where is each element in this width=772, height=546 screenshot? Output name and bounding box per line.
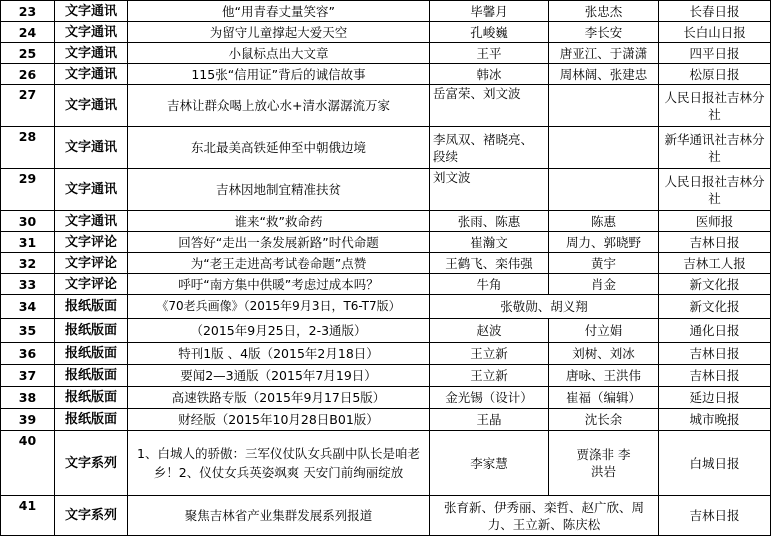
table-row <box>1 127 771 169</box>
row-title: 他“用青春丈量笑容” <box>128 1 430 22</box>
table-row <box>1 232 771 253</box>
row-editor: 崔福（编辑） <box>549 387 659 409</box>
table-row <box>1 85 771 127</box>
row-author: 孔峻巍 <box>430 22 549 43</box>
row-author: 王鹤飞、栾伟强 <box>430 253 549 274</box>
row-author: 岳富荣、刘文波 <box>430 85 549 127</box>
row-author: 王晶 <box>430 409 549 431</box>
row-category: 文字通讯 <box>55 64 128 85</box>
row-editor: 周林阔、张建忠 <box>549 64 659 85</box>
table-row <box>1 211 771 232</box>
row-number: 40 <box>1 431 55 496</box>
row-publication: 医师报 <box>659 211 771 232</box>
table-row <box>1 431 771 496</box>
row-title: 呼吁“南方集中供暖”考虑过成本吗？ <box>128 274 430 295</box>
table-row <box>1 365 771 387</box>
table-row <box>1 253 771 274</box>
row-category: 文字评论 <box>55 274 128 295</box>
table-row <box>1 319 771 343</box>
row-publication: 吉林日报 <box>659 232 771 253</box>
row-number: 33 <box>1 274 55 295</box>
row-editor: 黄宇 <box>549 253 659 274</box>
row-title: 115张“信用证”背后的诚信故事 <box>128 64 430 85</box>
row-category: 文字通讯 <box>55 127 128 169</box>
row-publication: 人民日报社吉林分社 <box>659 85 771 127</box>
row-author: 韩冰 <box>430 64 549 85</box>
row-category: 文字系列 <box>55 431 128 496</box>
row-category: 文字系列 <box>55 496 128 536</box>
row-author: 张敬勋、胡义翔 <box>430 295 659 319</box>
row-editor: 肖金 <box>549 274 659 295</box>
row-publication: 城市晚报 <box>659 409 771 431</box>
row-author: 金光锡（设计） <box>430 387 549 409</box>
row-category: 报纸版面 <box>55 365 128 387</box>
table-row <box>1 169 771 211</box>
row-number: 27 <box>1 85 55 127</box>
row-title: 高速铁路专版（2015年9月17日5版） <box>128 387 430 409</box>
row-title: （2015年9月25日，2-3通版） <box>128 319 430 343</box>
row-author: 王立新 <box>430 343 549 365</box>
row-category: 报纸版面 <box>55 319 128 343</box>
table-row <box>1 343 771 365</box>
row-publication: 松原日报 <box>659 64 771 85</box>
row-title: 《70老兵画像》（2015年9月3日，T6-T7版） <box>128 295 430 319</box>
row-title: 1、白城人的骄傲：三军仪仗队女兵副中队长是咱老乡！2、仪仗女兵英姿飒爽 天安门前绚丽绽放 <box>128 431 430 496</box>
row-publication: 吉林工人报 <box>659 253 771 274</box>
table-row <box>1 409 771 431</box>
table-row <box>1 43 771 64</box>
row-number: 26 <box>1 64 55 85</box>
row-author: 王平 <box>430 43 549 64</box>
row-author: 张育新、伊秀丽、栾哲、赵广欣、周力、王立新、陈庆松 <box>430 496 659 536</box>
row-publication: 通化日报 <box>659 319 771 343</box>
table-row <box>1 22 771 43</box>
row-number: 30 <box>1 211 55 232</box>
row-category: 文字通讯 <box>55 85 128 127</box>
row-number: 38 <box>1 387 55 409</box>
row-publication: 长春日报 <box>659 1 771 22</box>
row-number: 24 <box>1 22 55 43</box>
row-author: 李家慧 <box>430 431 549 496</box>
row-title: 特刊1版 、4版（2015年2月18日） <box>128 343 430 365</box>
row-number: 31 <box>1 232 55 253</box>
row-editor <box>549 127 659 169</box>
row-category: 报纸版面 <box>55 387 128 409</box>
row-editor: 唐咏、王洪伟 <box>549 365 659 387</box>
row-number: 36 <box>1 343 55 365</box>
row-number: 37 <box>1 365 55 387</box>
row-editor: 周力、郭晓野 <box>549 232 659 253</box>
row-publication: 吉林日报 <box>659 365 771 387</box>
row-publication: 人民日报社吉林分社 <box>659 169 771 211</box>
row-author: 张雨、陈惠 <box>430 211 549 232</box>
row-number: 29 <box>1 169 55 211</box>
table-row <box>1 274 771 295</box>
row-number: 35 <box>1 319 55 343</box>
row-title: 财经版（2015年10月28日B01版） <box>128 409 430 431</box>
row-category: 报纸版面 <box>55 295 128 319</box>
row-number: 23 <box>1 1 55 22</box>
row-title: 为留守儿童撑起大爱天空 <box>128 22 430 43</box>
row-editor: 贾涤非 李洪岩 <box>549 431 659 496</box>
row-title: 谁来“救”救命药 <box>128 211 430 232</box>
row-author: 崔瀚文 <box>430 232 549 253</box>
row-editor: 刘树、刘冰 <box>549 343 659 365</box>
row-author: 王立新 <box>430 365 549 387</box>
row-author: 李凤双、褚晓亮、段续 <box>430 127 549 169</box>
row-number: 34 <box>1 295 55 319</box>
row-publication: 吉林日报 <box>659 496 771 536</box>
row-publication: 长白山日报 <box>659 22 771 43</box>
row-author: 刘文波 <box>430 169 549 211</box>
row-publication: 新文化报 <box>659 295 771 319</box>
row-category: 报纸版面 <box>55 409 128 431</box>
row-editor: 沈长余 <box>549 409 659 431</box>
row-number: 41 <box>1 496 55 536</box>
row-number: 39 <box>1 409 55 431</box>
row-title: 东北最美高铁延伸至中朝俄边境 <box>128 127 430 169</box>
table-row <box>1 1 771 22</box>
row-category: 文字评论 <box>55 253 128 274</box>
row-editor: 唐亚江、于潇潇 <box>549 43 659 64</box>
row-title: 为“老王走进高考试卷命题”点赞 <box>128 253 430 274</box>
row-title: 吉林让群众喝上放心水+清水潺潺流万家 <box>128 85 430 127</box>
row-category: 文字评论 <box>55 232 128 253</box>
row-editor: 付立娟 <box>549 319 659 343</box>
row-editor: 李长安 <box>549 22 659 43</box>
row-editor <box>549 169 659 211</box>
row-category: 文字通讯 <box>55 211 128 232</box>
row-category: 文字通讯 <box>55 1 128 22</box>
row-author: 牛角 <box>430 274 549 295</box>
row-editor <box>549 85 659 127</box>
row-category: 文字通讯 <box>55 43 128 64</box>
row-title: 回答好“走出一条发展新路”时代命题 <box>128 232 430 253</box>
row-title: 小鼠标点出大文章 <box>128 43 430 64</box>
row-publication: 新文化报 <box>659 274 771 295</box>
row-publication: 延边日报 <box>659 387 771 409</box>
row-editor: 陈惠 <box>549 211 659 232</box>
table-row <box>1 64 771 85</box>
table-row <box>1 496 771 536</box>
row-author: 赵波 <box>430 319 549 343</box>
table-row <box>1 295 771 319</box>
row-publication: 吉林日报 <box>659 343 771 365</box>
row-publication: 四平日报 <box>659 43 771 64</box>
row-title: 聚焦吉林省产业集群发展系列报道 <box>128 496 430 536</box>
row-category: 文字通讯 <box>55 22 128 43</box>
row-title: 吉林因地制宜精准扶贫 <box>128 169 430 211</box>
row-author: 毕馨月 <box>430 1 549 22</box>
row-number: 32 <box>1 253 55 274</box>
row-number: 25 <box>1 43 55 64</box>
row-publication: 新华通讯社吉林分社 <box>659 127 771 169</box>
row-category: 报纸版面 <box>55 343 128 365</box>
row-number: 28 <box>1 127 55 169</box>
table-row <box>1 387 771 409</box>
row-title: 要闻2—3通版（2015年7月19日） <box>128 365 430 387</box>
row-publication: 白城日报 <box>659 431 771 496</box>
row-editor: 张忠杰 <box>549 1 659 22</box>
row-category: 文字通讯 <box>55 169 128 211</box>
